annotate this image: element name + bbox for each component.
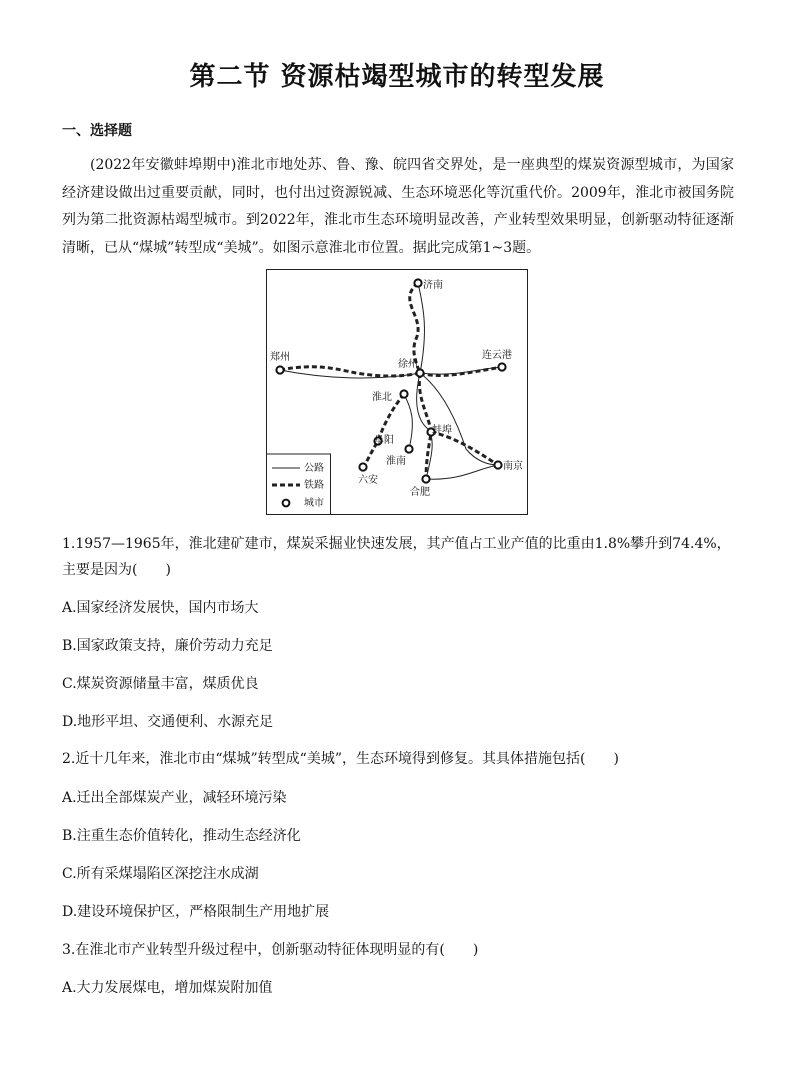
city-label-huaibei: 淮北: [372, 392, 392, 403]
city-marker-nanjing: [494, 461, 501, 468]
city-label-lianyungang: 连云港: [482, 350, 512, 361]
location-map: [266, 269, 528, 515]
city-label-xuzhou: 徐州: [398, 359, 418, 370]
question-2-option-c[interactable]: C.所有采煤塌陷区深挖注水成湖: [62, 866, 259, 882]
city-marker-huaibei: [400, 390, 407, 397]
map-svg: [266, 269, 528, 515]
question-1-stem: 1.1957—1965年，淮北建矿建市，煤炭采掘业快速发展，其产值占工业产值的比重由1.8%攀升到74.4%，主要是因为( ): [62, 536, 731, 578]
section-heading: 一、选择题: [62, 123, 132, 139]
city-marker-jinan: [414, 279, 421, 286]
legend-rail-label: 铁路: [304, 480, 324, 491]
question-2-option-b[interactable]: B.注重生态价值转化，推动生态经济化: [62, 828, 301, 844]
legend-road-label: 公路: [304, 463, 324, 474]
question-3-stem: 3.在淮北市产业转型升级过程中，创新驱动特征体现明显的有( ): [62, 942, 479, 958]
city-label-bengbu: 蚌埠: [432, 425, 452, 436]
question-2-option-a[interactable]: A.迁出全部煤炭产业，减轻环境污染: [62, 790, 287, 806]
question-2-stem: 2.近十几年来，淮北市由“煤城”转型成“美城”，生态环境得到修复。其具体措施包括( ): [62, 751, 619, 767]
question-2-option-d[interactable]: D.建设环境保护区，严格限制生产用地扩展: [62, 904, 330, 920]
legend-city-swatch: [283, 500, 290, 507]
city-marker-luan: [359, 463, 366, 470]
city-label-fuyang: 阜阳: [374, 435, 394, 446]
question-1-option-b[interactable]: B.国家政策支持，廉价劳动力充足: [62, 638, 273, 654]
page-title: 第二节 资源枯竭型城市的转型发展: [189, 62, 605, 92]
question-1-option-d[interactable]: D.地形平坦、交通便利、水源充足: [62, 714, 274, 730]
city-marker-xuzhou: [416, 369, 423, 376]
city-marker-hefei: [422, 475, 429, 482]
question-1-option-a[interactable]: A.国家经济发展快，国内市场大: [62, 600, 259, 616]
city-label-luan: 六安: [358, 475, 378, 486]
city-marker-huainan: [405, 445, 412, 452]
city-marker-lianyungang: [498, 363, 505, 370]
intro-paragraph: (2022年安徽蚌埠期中)淮北市地处苏、鲁、豫、皖四省交界处，是一座典型的煤炭资源型城市，为国家经济建设做出过重要贡献，同时，也付出过资源锐减、生态环境恶化等沉重代价。2009年，淮北市被国务院列为第二批资源枯竭型城市。到2022年，淮北市生态环境明显改善，产业转型效果明显，创新驱动特征逐渐清晰，已从“煤城”转型成“美城”。如图示意淮北市位置。据此完成第1~3题。: [62, 157, 734, 256]
legend-city-label: 城市: [304, 498, 324, 509]
city-label-nanjing: 南京: [503, 461, 523, 472]
city-marker-zhengzhou: [276, 366, 283, 373]
question-1-option-c[interactable]: C.煤炭资源储量丰富，煤质优良: [62, 676, 259, 692]
city-label-huainan: 淮南: [386, 456, 406, 467]
city-label-hefei: 合肥: [410, 487, 430, 498]
question-3-option-a[interactable]: A.大力发展煤电，增加煤炭附加值: [62, 980, 273, 996]
map-legend: [267, 454, 331, 515]
city-label-jinan: 济南: [423, 280, 443, 291]
city-label-zhengzhou: 郑州: [270, 352, 290, 363]
